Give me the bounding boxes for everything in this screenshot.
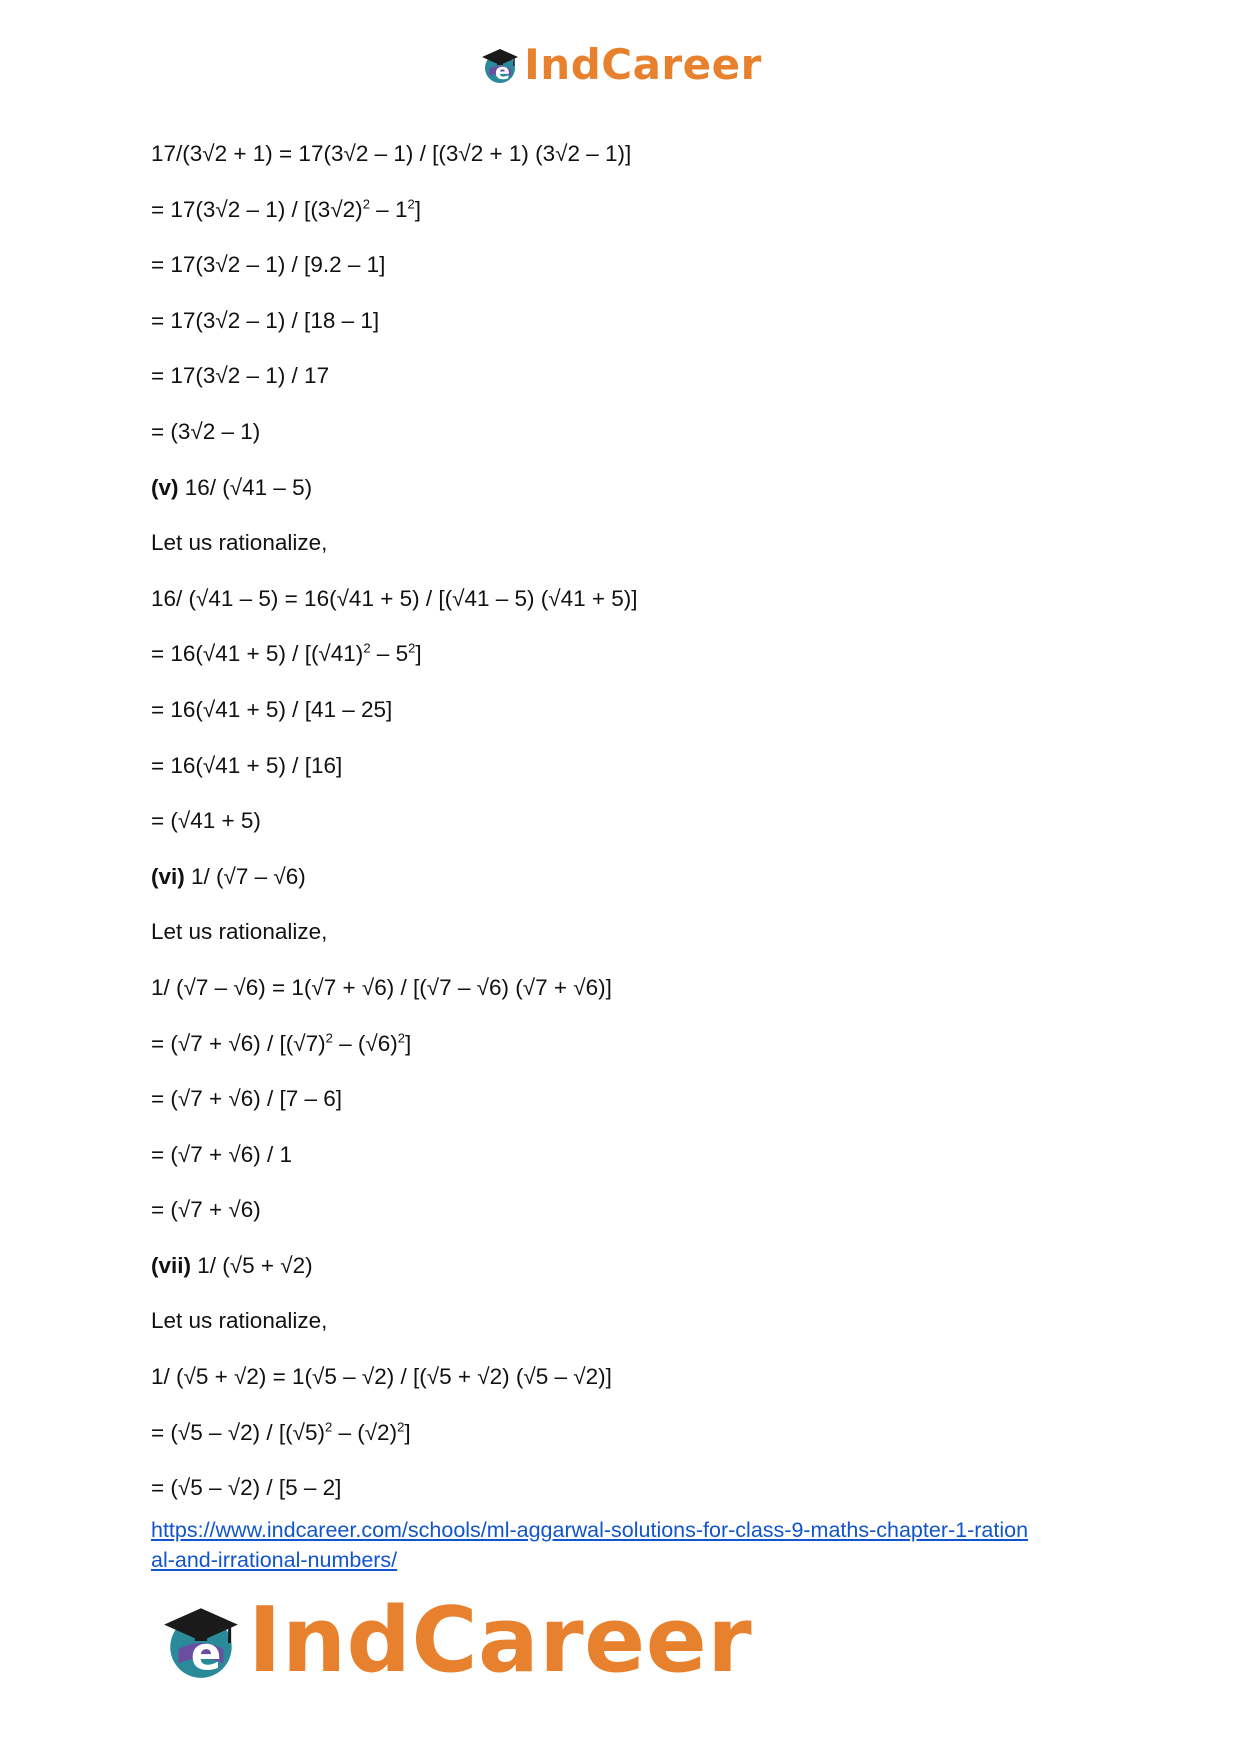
expression-text: = 17(3√2 – 1) / [18 – 1] (151, 307, 380, 333)
expression-text: ] (404, 1030, 412, 1056)
svg-text:e: e (495, 59, 511, 85)
expression-text: – 5 (370, 641, 409, 667)
solution-line (151, 1083, 1131, 1115)
expression-text: 1/ (√7 – √6) = 1(√7 + √6) / [(√7 – √6) (√7 + √6)] (151, 974, 612, 1000)
solution-line (151, 694, 1131, 726)
expression-text: Let us rationalize, (151, 1308, 328, 1334)
expression-text: – (√2) (332, 1419, 398, 1445)
expression-text: 16/ (√41 – 5) (178, 474, 313, 500)
solution-content (151, 138, 1131, 1528)
expression-text: 16/ (√41 – 5) = 16(√41 + 5) / [(√41 – 5) (√41 + 5)] (151, 585, 638, 611)
expression-text: = 16(√41 + 5) / [(√41) (151, 641, 364, 667)
solution-line (151, 1194, 1131, 1226)
solution-line (151, 583, 1131, 615)
exponent: 2 (397, 1030, 405, 1045)
source-link-line-1: https://www.indcareer.com/schools/ml-aggarwal-solutions-for-class-9-maths-chapter-1-ration (151, 1518, 1029, 1542)
part-label: (vii) (151, 1252, 192, 1278)
expression-text: ] (415, 641, 422, 667)
graduation-cap-book-globe-icon (480, 45, 522, 85)
expression-text: = (√5 – √2) / [(√5) (151, 1419, 325, 1445)
expression-text: = 16(√41 + 5) / [16] (151, 752, 343, 778)
footer-logo-text: IndCareer (248, 1588, 753, 1693)
part-label: (v) (151, 474, 179, 500)
expression-text: = 17(3√2 – 1) / 17 (151, 363, 330, 389)
exponent: 2 (324, 1419, 333, 1435)
expression-text: = (√7 + √6) (151, 1197, 261, 1223)
solution-line (151, 1305, 1131, 1337)
part-label: (vi) (151, 863, 185, 889)
solution-line (151, 1361, 1131, 1393)
exponent: 2 (397, 1419, 405, 1435)
expression-text: Let us rationalize, (151, 919, 328, 945)
expression-text: 1/ (√5 + √2) = 1(√5 – √2) / [(√5 + √2) (√5 – √2)] (151, 1364, 612, 1390)
solution-line (151, 861, 1131, 893)
solution-line (151, 527, 1131, 559)
footer-brand-logo (160, 1588, 752, 1693)
logo-text: IndCareer (524, 40, 762, 89)
solution-line (151, 305, 1131, 337)
solution-line (151, 249, 1131, 281)
solution-line (151, 472, 1131, 504)
expression-text: ] (414, 196, 421, 222)
expression-text: 17/(3√2 + 1) = 17(3√2 – 1) / [(3√2 + 1) (3√2 – 1)] (151, 141, 632, 166)
exponent: 2 (363, 640, 371, 656)
solution-line (151, 1472, 1131, 1504)
source-link-block (151, 1515, 1101, 1575)
expression-text: = 17(3√2 – 1) / [9.2 – 1] (151, 252, 386, 278)
expression-text: Let us rationalize, (151, 530, 328, 556)
expression-text: = (√7 + √6) / [(√7) (151, 1030, 326, 1056)
expression-text: = (3√2 – 1) (151, 418, 261, 444)
expression-text: = (√5 – √2) / [5 – 2] (151, 1475, 342, 1501)
solution-line (151, 1417, 1131, 1449)
solution-line (151, 416, 1131, 448)
solution-line (151, 805, 1131, 837)
expression-text: – (√6) (332, 1030, 398, 1056)
expression-text: – 1 (369, 196, 408, 222)
expression-text: = (√41 + 5) (151, 808, 261, 834)
exponent: 2 (325, 1030, 333, 1045)
exponent: 2 (408, 640, 416, 656)
solution-line (151, 138, 1131, 170)
expression-text: = 17(3√2 – 1) / [(3√2) (151, 196, 363, 222)
source-link-line-2: al-and-irrational-numbers/ (151, 1548, 398, 1572)
expression-text: = (√7 + √6) / 1 (151, 1141, 293, 1167)
graduation-cap-book-globe-icon (160, 1599, 246, 1683)
svg-text:e: e (190, 1627, 222, 1681)
solution-line (151, 360, 1131, 392)
solution-line (151, 1028, 1131, 1060)
solution-line (151, 916, 1131, 948)
source-link[interactable] (151, 1518, 1028, 1572)
expression-text: = (√7 + √6) / [7 – 6] (151, 1086, 343, 1112)
footer-logo (160, 1588, 752, 1693)
expression-text: ] (404, 1419, 411, 1445)
brand-logo (480, 40, 762, 89)
solution-line (151, 1139, 1131, 1171)
solution-line (151, 1250, 1131, 1282)
exponent: 2 (407, 196, 415, 212)
expression-text: 1/ (√7 – √6) (184, 863, 306, 889)
expression-text: 1/ (√5 + √2) (191, 1252, 313, 1278)
expression-text: = 16(√41 + 5) / [41 – 25] (151, 696, 393, 722)
solution-line (151, 750, 1131, 782)
solution-line (151, 972, 1131, 1004)
exponent: 2 (362, 196, 370, 212)
solution-line (151, 194, 1131, 226)
header-logo (0, 40, 1242, 89)
solution-line (151, 638, 1131, 670)
